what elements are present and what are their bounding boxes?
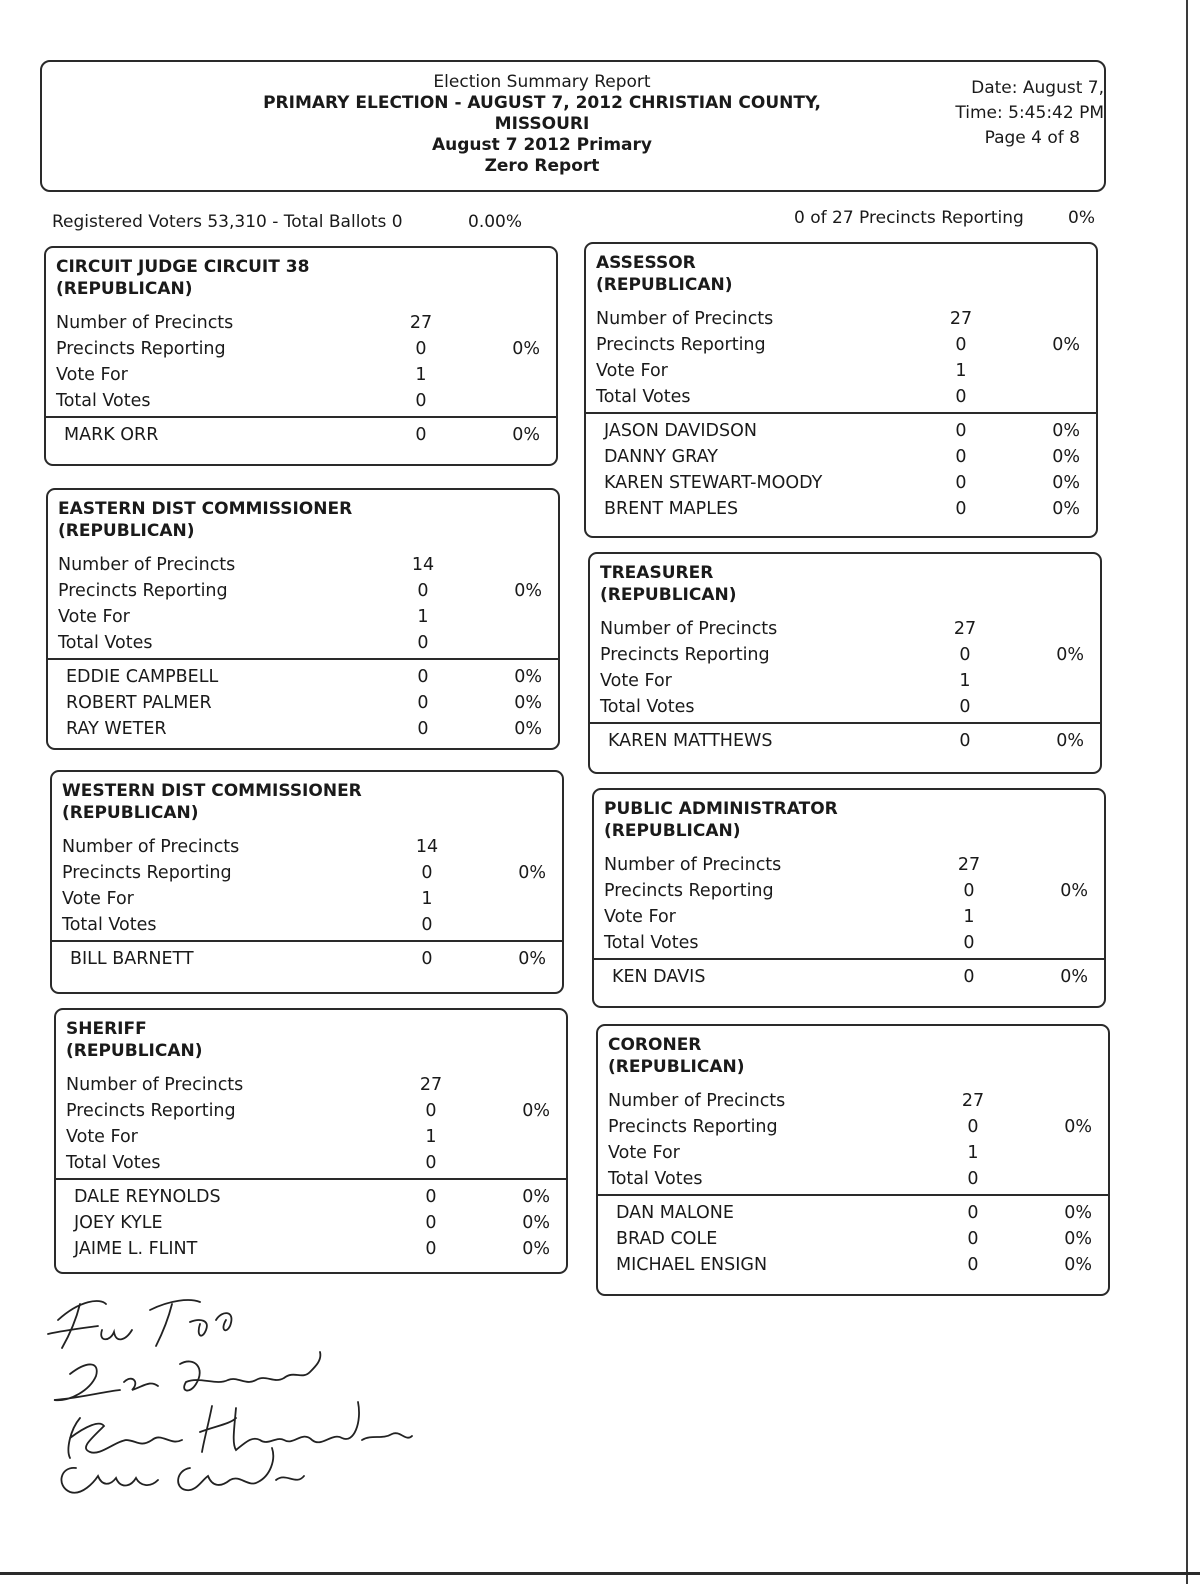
candidate-votes: 0 — [425, 1187, 437, 1207]
candidate-percent: 0% — [1064, 1255, 1092, 1275]
stat-value: 0 — [425, 1153, 437, 1173]
candidate-name: ROBERT PALMER — [66, 693, 212, 713]
stat-row-total-votes — [608, 1166, 1098, 1192]
race-divider — [46, 416, 556, 418]
candidate-votes: 0 — [417, 693, 429, 713]
candidate-name: DALE REYNOLDS — [74, 1187, 221, 1207]
race-party: (REPUBLICAN) — [56, 279, 193, 299]
stat-label: Number of Precincts — [58, 555, 236, 575]
stat-row-total-votes — [604, 930, 1094, 956]
stat-value: 14 — [411, 555, 435, 575]
stat-value: 27 — [957, 855, 981, 875]
candidate-name: JASON DAVIDSON — [604, 421, 757, 441]
stat-value: 27 — [953, 619, 977, 639]
stat-row-reporting — [62, 860, 552, 886]
precincts-reporting-percent: 0% — [1068, 208, 1095, 228]
stat-value: 1 — [415, 365, 427, 385]
race-party: (REPUBLICAN) — [596, 275, 733, 295]
candidate-votes: 0 — [421, 949, 433, 969]
stat-percent: 0% — [514, 581, 542, 601]
stat-row-precincts — [600, 616, 1090, 642]
race-title: TREASURER — [600, 563, 714, 583]
stat-row-precincts — [604, 852, 1094, 878]
candidate-percent: 0% — [1060, 967, 1088, 987]
stat-label: Total Votes — [596, 387, 691, 407]
candidate-percent: 0% — [518, 949, 546, 969]
race-stats — [604, 852, 1094, 956]
race-box — [54, 1008, 568, 1274]
candidate-row — [608, 1252, 1098, 1278]
candidate-name: JOEY KYLE — [74, 1213, 163, 1233]
race-party: (REPUBLICAN) — [608, 1057, 745, 1077]
candidate-votes: 0 — [955, 473, 967, 493]
ballots-percent: 0.00% — [468, 212, 523, 232]
stat-label: Number of Precincts — [56, 313, 234, 333]
stat-value: 1 — [967, 1143, 979, 1163]
stat-row-precincts — [608, 1088, 1098, 1114]
stat-row-precincts — [62, 834, 552, 860]
candidate-name: KAREN MATTHEWS — [608, 731, 773, 751]
candidate-row — [58, 716, 548, 742]
race-stats — [58, 552, 548, 656]
candidate-percent: 0% — [514, 719, 542, 739]
stat-row-precincts — [56, 310, 546, 336]
stat-percent: 0% — [522, 1101, 550, 1121]
stat-label: Total Votes — [66, 1153, 161, 1173]
stat-label: Vote For — [600, 671, 672, 691]
race-divider — [586, 412, 1096, 414]
race-title: ASSESSOR — [596, 253, 696, 273]
race-title: SHERIFF — [66, 1019, 147, 1039]
race-divider — [598, 1194, 1108, 1196]
stat-row-reporting — [58, 578, 548, 604]
candidate-votes: 0 — [963, 967, 975, 987]
stat-value: 0 — [963, 933, 975, 953]
page-number: Page 4 of 8 — [984, 128, 1080, 148]
candidate-votes: 0 — [955, 447, 967, 467]
candidate-row — [604, 964, 1094, 990]
race-box — [596, 1024, 1110, 1296]
candidate-row — [596, 444, 1086, 470]
race-stats — [600, 616, 1090, 720]
stat-row-vote-for — [604, 904, 1094, 930]
stat-label: Vote For — [62, 889, 134, 909]
candidate-votes: 0 — [967, 1229, 979, 1249]
candidate-percent: 0% — [512, 425, 540, 445]
stat-value: 0 — [959, 697, 971, 717]
stat-value: 0 — [417, 581, 429, 601]
candidate-name: DAN MALONE — [616, 1203, 734, 1223]
stat-value: 0 — [959, 645, 971, 665]
candidate-percent: 0% — [1056, 731, 1084, 751]
candidate-row — [58, 690, 548, 716]
candidate-percent: 0% — [1064, 1229, 1092, 1249]
race-party: (REPUBLICAN) — [62, 803, 199, 823]
candidate-percent: 0% — [1052, 499, 1080, 519]
report-title-block — [222, 72, 862, 177]
stat-label: Vote For — [608, 1143, 680, 1163]
stat-row-reporting — [56, 336, 546, 362]
race-stats — [66, 1072, 556, 1176]
candidate-row — [608, 1226, 1098, 1252]
stat-row-precincts — [66, 1072, 556, 1098]
stat-value: 0 — [967, 1169, 979, 1189]
candidate-votes: 0 — [955, 499, 967, 519]
report-time: Time: 5:45:42 PM — [955, 103, 1104, 123]
stat-value: 27 — [409, 313, 433, 333]
stat-row-vote-for — [600, 668, 1090, 694]
stat-value: 1 — [959, 671, 971, 691]
stat-row-vote-for — [62, 886, 552, 912]
stat-label: Precincts Reporting — [56, 339, 226, 359]
candidate-row — [596, 418, 1086, 444]
stat-value: 0 — [417, 633, 429, 653]
stat-label: Total Votes — [62, 915, 157, 935]
stat-row-total-votes — [66, 1150, 556, 1176]
stat-value: 0 — [955, 335, 967, 355]
stat-row-reporting — [600, 642, 1090, 668]
candidate-name: MICHAEL ENSIGN — [616, 1255, 768, 1275]
candidate-votes: 0 — [967, 1203, 979, 1223]
stat-value: 27 — [961, 1091, 985, 1111]
stat-value: 0 — [967, 1117, 979, 1137]
candidate-percent: 0% — [1052, 421, 1080, 441]
candidate-name: BRAD COLE — [616, 1229, 718, 1249]
race-box — [584, 242, 1098, 538]
race-divider — [56, 1178, 566, 1180]
stat-row-vote-for — [596, 358, 1086, 384]
race-stats — [62, 834, 552, 938]
stat-label: Total Votes — [604, 933, 699, 953]
stat-value: 1 — [417, 607, 429, 627]
registered-voters: Registered Voters 53,310 - Total Ballots 0 — [52, 212, 403, 232]
race-party: (REPUBLICAN) — [58, 521, 195, 541]
candidate-votes: 0 — [425, 1213, 437, 1233]
candidate-percent: 0% — [1052, 473, 1080, 493]
stat-row-total-votes — [62, 912, 552, 938]
stat-row-total-votes — [600, 694, 1090, 720]
race-party: (REPUBLICAN) — [600, 585, 737, 605]
stat-value: 1 — [421, 889, 433, 909]
candidate-percent: 0% — [522, 1213, 550, 1233]
stat-label: Number of Precincts — [608, 1091, 786, 1111]
stat-row-total-votes — [596, 384, 1086, 410]
stat-row-total-votes — [56, 388, 546, 414]
race-box — [44, 246, 558, 466]
stat-percent: 0% — [1060, 881, 1088, 901]
race-stats — [608, 1088, 1098, 1192]
stat-row-total-votes — [58, 630, 548, 656]
race-party: (REPUBLICAN) — [66, 1041, 203, 1061]
report-meta — [914, 76, 1104, 151]
stat-label: Precincts Reporting — [596, 335, 766, 355]
candidate-votes: 0 — [967, 1255, 979, 1275]
candidate-row — [596, 470, 1086, 496]
stat-row-precincts — [596, 306, 1086, 332]
stat-label: Number of Precincts — [604, 855, 782, 875]
stat-label: Vote For — [58, 607, 130, 627]
stat-label: Precincts Reporting — [58, 581, 228, 601]
candidate-name: EDDIE CAMPBELL — [66, 667, 219, 687]
stat-label: Vote For — [604, 907, 676, 927]
stat-value: 1 — [425, 1127, 437, 1147]
stat-percent: 0% — [518, 863, 546, 883]
stat-value: 0 — [955, 387, 967, 407]
stat-percent: 0% — [1056, 645, 1084, 665]
stat-label: Vote For — [66, 1127, 138, 1147]
race-title: EASTERN DIST COMMISSIONER — [58, 499, 353, 519]
candidate-name: RAY WETER — [66, 719, 167, 739]
candidate-percent: 0% — [1052, 447, 1080, 467]
candidate-row — [66, 1210, 556, 1236]
signatures-image — [40, 1290, 460, 1500]
candidate-votes: 0 — [415, 425, 427, 445]
stat-value: 0 — [415, 339, 427, 359]
race-box — [50, 770, 564, 994]
report-title: Election Summary Report — [433, 72, 651, 92]
stat-label: Precincts Reporting — [62, 863, 232, 883]
stat-row-reporting — [604, 878, 1094, 904]
stat-label: Total Votes — [600, 697, 695, 717]
stat-label: Total Votes — [56, 391, 151, 411]
stat-label: Vote For — [56, 365, 128, 385]
candidate-percent: 0% — [514, 693, 542, 713]
page-edge-right — [1186, 0, 1188, 1584]
stat-value: 1 — [963, 907, 975, 927]
stat-label: Precincts Reporting — [608, 1117, 778, 1137]
stat-row-vote-for — [56, 362, 546, 388]
stat-value: 27 — [419, 1075, 443, 1095]
candidate-row — [58, 664, 548, 690]
stat-value: 27 — [949, 309, 973, 329]
candidate-name: BRENT MAPLES — [604, 499, 739, 519]
stat-value: 0 — [421, 915, 433, 935]
race-box — [46, 488, 560, 750]
stat-label: Number of Precincts — [62, 837, 240, 857]
candidate-row — [66, 1184, 556, 1210]
stat-value: 0 — [963, 881, 975, 901]
race-title: WESTERN DIST COMMISSIONER — [62, 781, 362, 801]
precincts-reporting-summary: 0 of 27 Precincts Reporting — [794, 208, 1024, 228]
race-title: CIRCUIT JUDGE CIRCUIT 38 — [56, 257, 310, 277]
candidate-row — [600, 728, 1090, 754]
stat-row-reporting — [608, 1114, 1098, 1140]
race-box — [588, 552, 1102, 774]
report-type: Zero Report — [484, 156, 600, 176]
candidate-name: KEN DAVIS — [612, 967, 706, 987]
stat-value: 1 — [955, 361, 967, 381]
stat-percent: 0% — [512, 339, 540, 359]
race-divider — [52, 940, 562, 942]
race-title: PUBLIC ADMINISTRATOR — [604, 799, 838, 819]
report-header — [40, 60, 1106, 192]
stat-value: 0 — [421, 863, 433, 883]
race-party: (REPUBLICAN) — [604, 821, 741, 841]
stat-label: Number of Precincts — [596, 309, 774, 329]
stat-percent: 0% — [1052, 335, 1080, 355]
stat-value: 0 — [415, 391, 427, 411]
stat-value: 14 — [415, 837, 439, 857]
stat-row-reporting — [66, 1098, 556, 1124]
stat-label: Total Votes — [58, 633, 153, 653]
candidate-name: MARK ORR — [64, 425, 159, 445]
race-title: CORONER — [608, 1035, 702, 1055]
candidate-name: BILL BARNETT — [70, 949, 194, 969]
candidate-votes: 0 — [425, 1239, 437, 1259]
candidate-votes: 0 — [955, 421, 967, 441]
candidate-votes: 0 — [959, 731, 971, 751]
race-stats — [56, 310, 546, 414]
stat-row-reporting — [596, 332, 1086, 358]
candidate-percent: 0% — [522, 1239, 550, 1259]
stat-row-vote-for — [66, 1124, 556, 1150]
stat-row-vote-for — [58, 604, 548, 630]
candidate-percent: 0% — [522, 1187, 550, 1207]
report-date: Date: August 7, — [971, 78, 1104, 98]
candidate-votes: 0 — [417, 719, 429, 739]
page-edge-bottom — [0, 1572, 1200, 1575]
stat-label: Precincts Reporting — [600, 645, 770, 665]
stat-value: 0 — [425, 1101, 437, 1121]
candidate-row — [608, 1200, 1098, 1226]
race-box — [592, 788, 1106, 1008]
stat-label: Precincts Reporting — [604, 881, 774, 901]
stat-label: Vote For — [596, 361, 668, 381]
candidate-votes: 0 — [417, 667, 429, 687]
stat-row-precincts — [58, 552, 548, 578]
candidate-row — [66, 1236, 556, 1262]
candidate-percent: 0% — [514, 667, 542, 687]
candidate-row — [62, 946, 552, 972]
stat-label: Total Votes — [608, 1169, 703, 1189]
race-divider — [594, 958, 1104, 960]
stat-label: Precincts Reporting — [66, 1101, 236, 1121]
race-divider — [48, 658, 558, 660]
election-subtitle: August 7 2012 Primary — [432, 135, 652, 155]
race-divider — [590, 722, 1100, 724]
election-state: MISSOURI — [494, 114, 590, 134]
election-name: PRIMARY ELECTION - AUGUST 7, 2012 CHRISTIAN COUNTY, — [263, 93, 821, 113]
stat-row-vote-for — [608, 1140, 1098, 1166]
candidate-row — [596, 496, 1086, 522]
stat-percent: 0% — [1064, 1117, 1092, 1137]
stat-label: Number of Precincts — [600, 619, 778, 639]
race-stats — [596, 306, 1086, 410]
stat-label: Number of Precincts — [66, 1075, 244, 1095]
candidate-name: KAREN STEWART-MOODY — [604, 473, 823, 493]
candidate-row — [56, 422, 546, 448]
candidate-name: JAIME L. FLINT — [74, 1239, 198, 1259]
candidate-percent: 0% — [1064, 1203, 1092, 1223]
candidate-name: DANNY GRAY — [604, 447, 718, 467]
